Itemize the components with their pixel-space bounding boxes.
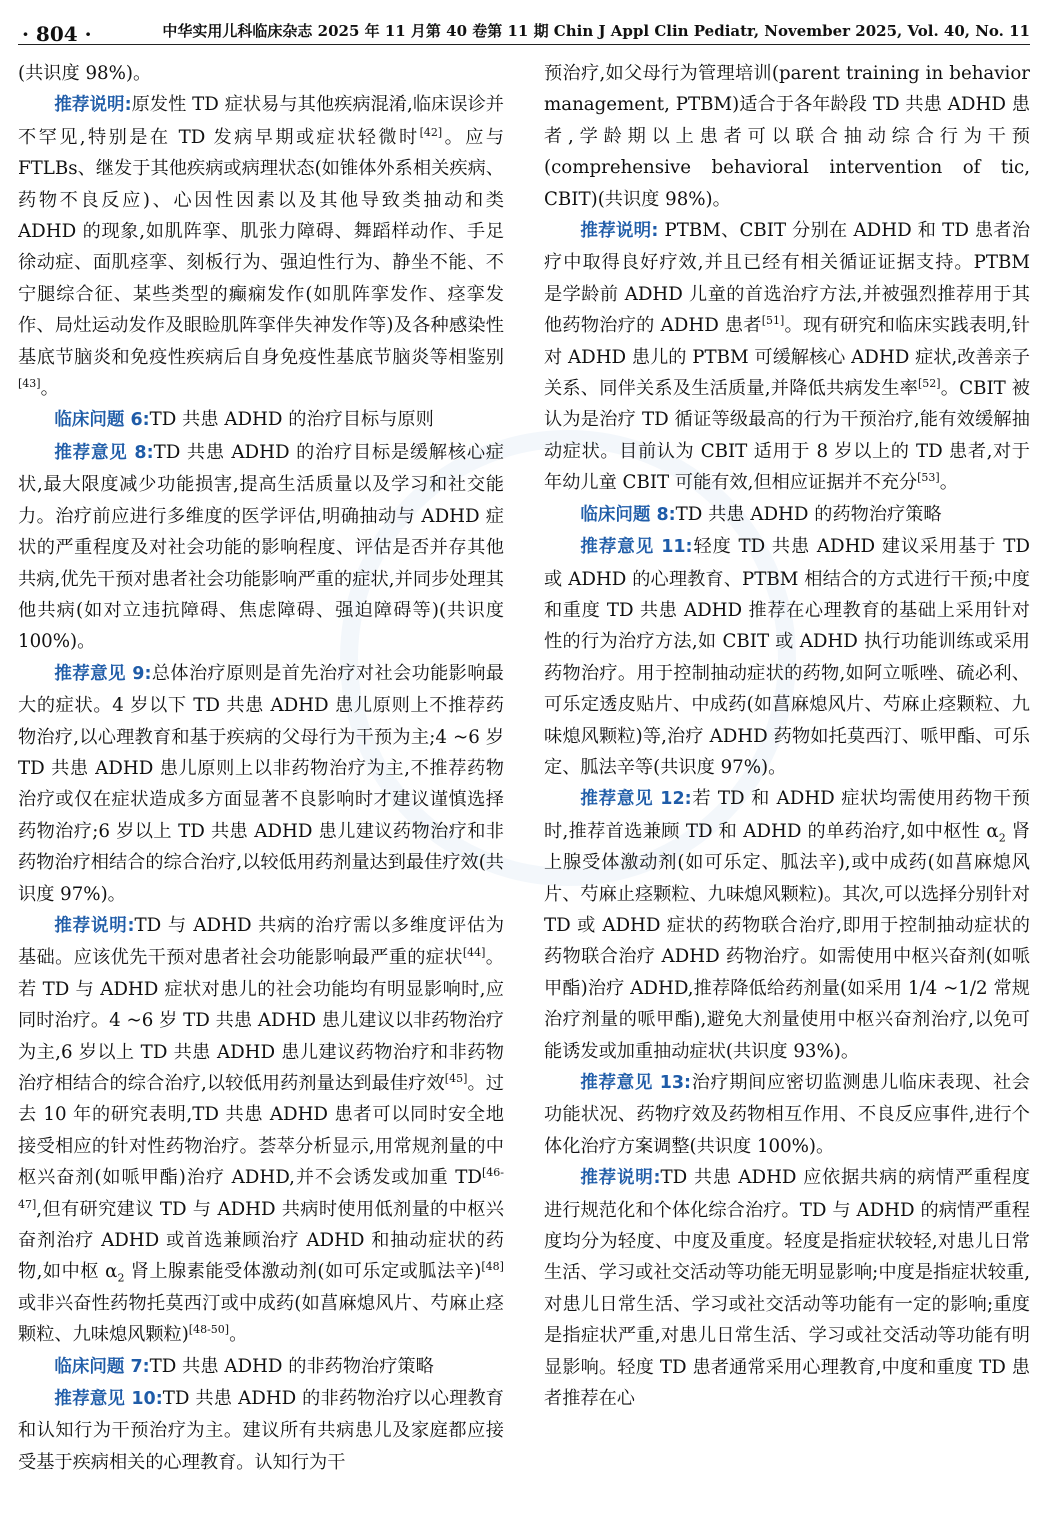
citation: [42] (419, 125, 443, 139)
keyword-label: 临床问题 7: (54, 1356, 150, 1377)
keyword-label: 推荐意见 8: (54, 442, 154, 463)
citation: [48] (481, 1260, 504, 1274)
citation: [46-47] (18, 1166, 504, 1211)
paragraph-explanation-3: 推荐说明: PTBM、CBIT 分别在 ADHD 和 TD 患者治疗中取得良好疗效,并且已经有相关循证证据支持。PTBM 是学龄前 ADHD 儿童的首选治疗方法,并被强烈推荐用于其他药物治疗的 ADHD 患者[51]。现有研究和临床实践表明,针对 ADHD 患儿的 PTBM 可缓解核心 ADHD 症状,改善亲子关系、同伴关系及生活质量,并降低共病发生率[52]。CBIT 被认为是治疗 TD 循证等级最高的行为干预治疗,能有效缓解抽动症状。目前认为 CBIT 适用于 8 岁以上的 TD 患者,对于年幼儿童 CBIT 可能有效,但相应证据并不充分[53]。 (544, 220, 1030, 494)
paragraph-explanation-1: 推荐说明:原发性 TD 症状易与其他疾病混淆,临床误诊并不罕见,特别是在 TD 发病早期或症状轻微时[42]。应与 FTLBs、继发于其他疾病或病理状态(如锥体外系相关疾病、药物不良反应)、心因性因素以及其他导致类抽动和类 ADHD 的现象,如肌阵挛、肌张力障碍、舞蹈样动作、手足徐动症、面肌痉挛、刻板行为、强迫性行为、静坐不能、不宁腿综合征、某些类型的癫痫发作(如肌阵挛发作、痉挛发作、局灶运动发作及眼睑肌阵挛伴失神发作等)及各种感染性基底节脑炎和免疫性疾病后自身免疫性基底节脑炎等相鉴别[43]。 (18, 94, 504, 400)
keyword-label: 推荐意见 10: (54, 1389, 163, 1410)
subscript: 2 (117, 1272, 125, 1286)
subscript: 2 (998, 831, 1006, 845)
citation: [45] (444, 1071, 468, 1085)
paragraph-consensus: (共识度 98%)。 (18, 63, 152, 84)
keyword-label: 推荐意见 9: (54, 663, 152, 684)
citation: [44] (462, 946, 486, 960)
keyword-label: 临床问题 8: (580, 504, 676, 525)
clinical-question-8: 临床问题 8:TD 共患 ADHD 的药物治疗策略 (580, 503, 942, 525)
citation: [53] (917, 471, 940, 485)
keyword-label: 临床问题 6: (54, 410, 150, 431)
recommendation-9: 推荐意见 9:总体治疗原则是首先治疗对社会功能影响最大的症状。4 岁以下 TD 共患 ADHD 患儿原则上不推荐药物治疗,以心理教育和基于疾病的父母行为干预为主;4 ~6 岁 TD 共患 ADHD 患儿原则上以非药物治疗为主,不推荐药物治疗或仅在症状造成多方面显著不良影响时才建议谨慎选择药物治疗;6 岁以上 TD 共患 ADHD 患儿建议药物治疗和非药物治疗相结合的综合治疗,以较低用药剂量达到最佳疗效(共识度 97%)。 (18, 662, 504, 905)
citation: [51] (761, 314, 785, 328)
recommendation-13: 推荐意见 13:治疗期间应密切监测患儿临床表现、社会功能状况、药物疗效及药物相互作用、不良反应事件,进行个体化治疗方案调整(共识度 100%)。 (544, 1072, 1030, 1157)
keyword-label: 推荐说明: (54, 915, 135, 936)
citation: [43] (18, 377, 41, 390)
recommendation-10-continued: 预治疗,如父母行为管理培训(parent training in behavior management, PTBM)适合于各年龄段 TD 共患 ADHD 患者,学龄期以上患者可以联合抽动综合行为干预(comprehensive behavioral intervention of tic, CBIT)(共识度 98%)。 (544, 63, 1030, 210)
recommendation-8: 推荐意见 8:TD 共患 ADHD 的治疗目标是缓解核心症状,最大限度减少功能损害,提高生活质量以及学习和社交能力。治疗前应进行多维度的医学评估,明确抽动与 ADHD 症状的严重程度及对社会功能的影响程度、评估是否并存其他共病,优先干预对患者社会功能影响严重的症状,并同步处理其他共病(如对立违抗障碍、焦虑障碍、强迫障碍等)(共识度 100%)。 (18, 441, 504, 653)
recommendation-10: 推荐意见 10:TD 共患 ADHD 的非药物治疗以心理教育和认知行为干预治疗为主。建议所有共病患儿及家庭都应接受基于疾病相关的心理教育。认知行为干 (18, 1388, 504, 1473)
keyword-label: 推荐意见 11: (580, 537, 693, 558)
right-column (544, 58, 1030, 1520)
recommendation-11: 推荐意见 11:轻度 TD 共患 ADHD 建议采用基于 TD 或 ADHD 的心理教育、PTBM 相结合的方式进行干预;中度和重度 TD 共患 ADHD 推荐在心理教育的基础上采用针对性的行为治疗方法,如 CBIT 或 ADHD 执行功能训练或采用药物治疗。用于控制抽动症状的药物,如阿立哌唑、硫必利、可乐定透皮贴片、中成药(如菖麻熄风片、芍麻止痉颗粒、九味熄风颗粒)等,治疗 ADHD 药物如托莫西汀、哌甲酯、可乐定、胍法辛等(共识度 97%)。 (544, 536, 1030, 778)
paragraph-explanation-4: 推荐说明:TD 共患 ADHD 应依据共病的病情严重程度进行规范化和个体化综合治疗。TD 与 ADHD 的病情严重程度均分为轻度、中度及重度。轻度是指症状较轻,对患儿日常生活、学习或社交活动等功能无明显影响;中度是指症状较重,对患儿日常生活、学习或社交活动等功能有一定的影响;重度是指症状严重,对患儿日常生活、学习或社交活动等功能有明显影响。轻度 TD 患者通常采用心理教育,中度和重度 TD 患者推荐在心 (544, 1167, 1030, 1410)
citation: [52] (918, 377, 941, 390)
paragraph-explanation-2: 推荐说明:TD 与 ADHD 共病的治疗需以多维度评估为基础。应该优先干预对患者社会功能影响最严重的症状[44]。若 TD 与 ADHD 症状对患儿的社会功能均有明显影响时,应同时治疗。4 ~6 岁 TD 共患 ADHD 患儿建议以非药物治疗为主,6 岁以上 TD 共患 ADHD 患儿建议药物治疗和非药物治疗相结合的综合治疗,以较低用药剂量达到最佳疗效[45]。过去 10 年的研究表明,TD 共患 ADHD 患者可以同时安全地接受相应的针对性药物治疗。荟萃分析显示,用常规剂量的中枢兴奋剂(如哌甲酯)治疗 ADHD,并不会诱发或加重 TD[46-47],但有研究建议 TD 与 ADHD 共病时使用低剂量的中枢兴奋剂治疗 ADHD 或首选兼顾治疗 ADHD 和抽动症状的药物,如中枢 $\alpha_2$ 肾上腺素能受体激动剂(如可乐定或胍法辛)[48]或非兴奋性药物托莫西汀或中成药(如菖麻熄风片、芍麻止痉颗粒、九味熄风颗粒)[48-50]。 (18, 914, 504, 1346)
clinical-question-6: 临床问题 6:TD 共患 ADHD 的治疗目标与原则 (54, 409, 434, 431)
page-number: · 804 · (22, 22, 92, 46)
header-rule (18, 44, 1030, 45)
clinical-question-7: 临床问题 7:TD 共患 ADHD 的非药物治疗策略 (54, 1355, 434, 1377)
keyword-label: 推荐说明: (580, 1168, 661, 1189)
keyword-label: 推荐说明: (54, 95, 132, 116)
citation: [48-50] (188, 1323, 230, 1337)
journal-running-head: 中华实用儿科临床杂志 2025 年 11 月第 40 卷第 11 期 Chin J Appl Clin Pediatr, November 2025, Vol. 40, No. 11 (162, 22, 1030, 40)
keyword-label: 推荐意见 13: (580, 1073, 692, 1093)
page-header (0, 0, 1048, 46)
recommendation-12: 推荐意见 12:若 TD 和 ADHD 症状均需使用药物干预时,推荐首选兼顾 TD 和 ADHD 的单药治疗,如中枢性 $\alpha_2$ 肾上腺受体激动剂(如可乐定、胍法辛),或中成药(如菖麻熄风片、芍麻止痉颗粒、九味熄风颗粒)。其次,可以选择分别针对 TD 或 ADHD 症状的药物联合治疗,即用于控制抽动症状的药物联合治疗 ADHD 药物治疗。如需使用中枢兴奋剂(如哌甲酯)治疗 ADHD,推荐降低给药剂量(如采用 1/4 ~1/2 常规治疗剂量的哌甲酯),避免大剂量使用中枢兴奋剂治疗,以免可能诱发或加重抽动症状(共识度 93%)。 (544, 788, 1030, 1062)
keyword-label: 推荐意见 12: (580, 789, 692, 810)
keyword-label: 推荐说明: (580, 221, 659, 242)
left-column (18, 58, 504, 1520)
